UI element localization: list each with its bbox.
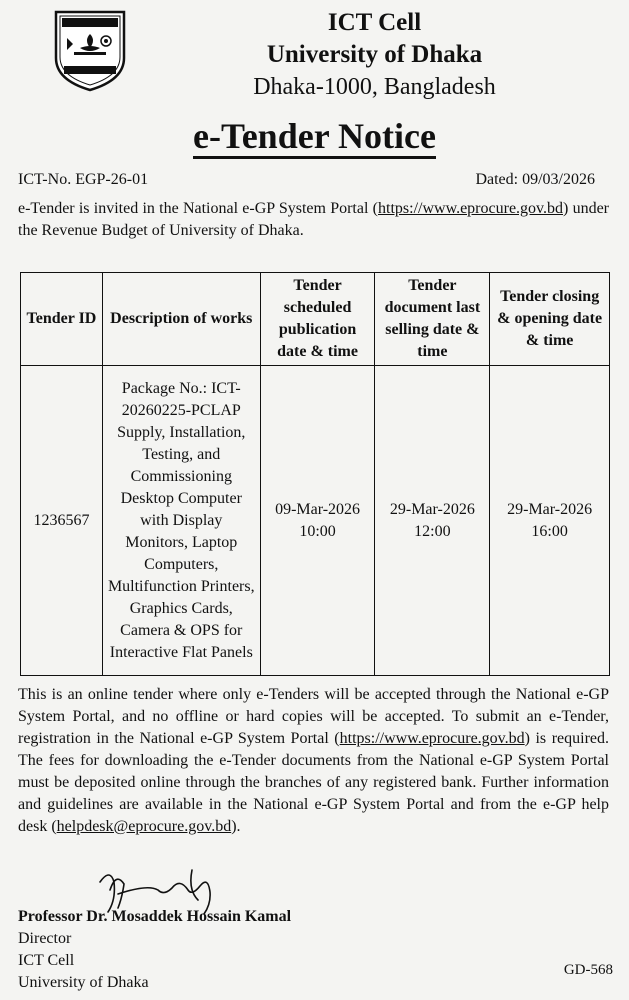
eprocure-link-2[interactable]: https://www.eprocure.gov.bd <box>339 730 525 747</box>
intro-paragraph: e-Tender is invited in the National e-GP System Portal (https://www.eprocure.gov.bd) under the Revenue Budget of University of Dhaka. <box>18 200 610 239</box>
closing-cell <box>490 366 610 676</box>
eprocure-link[interactable]: https://www.eprocure.gov.bd <box>378 200 563 217</box>
publication-cell <box>260 366 375 676</box>
header-selling: Tender document last selling date & time <box>375 273 490 366</box>
reference-number: ICT-No. EGP-26-01 <box>18 171 149 188</box>
instructions-paragraph: This is an online tender where only e-Tenders will be accepted through the National e-GP System Portal, and no offline or hard copies will be accepted. To submit an e-Tender, registration in the National e-GP System Portal (https://www.eprocure.gov.bd) is required. The fees for downloading the e-Tender documents from the National e-GP System Portal must be deposited online through the branches of any registered bank. Further information and guidelines are available in the National e-GP System Portal and from the e-GP help desk (helpdesk@eprocure.gov.bd). <box>18 686 609 835</box>
selling-time: 12:00 <box>414 522 451 540</box>
table-header-row <box>21 273 610 366</box>
notice-title: e-Tender Notice <box>0 114 629 158</box>
university-address: Dhaka-1000, Bangladesh <box>253 74 496 100</box>
university-name: University of Dhaka <box>266 41 483 68</box>
publication-date: 09-Mar-2026 <box>275 500 361 518</box>
helpdesk-email-link[interactable]: helpdesk@eprocure.gov.bd <box>56 818 232 835</box>
signature-block <box>18 906 291 994</box>
header-tender-id: Tender ID <box>21 273 103 366</box>
signatory-institution: University of Dhaka <box>18 974 149 991</box>
description-cell: Package No.: ICT-20260225-PCLAP Supply, Installation, Testing, and Commissioning Desktop Computer with Display Monitors, Laptop Computers, Multifunction Printers, Graphics Cards, Camera & OPS for Interactive Flat Panels <box>102 366 260 676</box>
publication-time: 10:00 <box>299 522 336 540</box>
header-publication: Tender scheduled publication date & time <box>260 273 375 366</box>
signatory-office: ICT Cell <box>18 952 75 969</box>
gd-code: GD-568 <box>563 962 613 978</box>
university-of-dhaka-seal-icon <box>50 8 130 92</box>
notice-date: Dated: 09/03/2026 <box>475 171 595 188</box>
office-name: ICT Cell <box>327 9 422 36</box>
closing-date: 29-Mar-2026 <box>507 500 593 518</box>
reference-line <box>18 170 595 190</box>
signatory-designation: Director <box>18 930 72 947</box>
header-description: Description of works <box>102 273 260 366</box>
signatory-name: Professor Dr. Mosaddek Hossain Kamal <box>18 908 292 925</box>
selling-date: 29-Mar-2026 <box>389 500 475 518</box>
tender-table <box>20 272 610 676</box>
closing-time: 16:00 <box>531 522 568 540</box>
selling-cell <box>375 366 490 676</box>
tender-id-cell: 1236567 <box>21 366 103 676</box>
table-row <box>21 366 610 676</box>
header-closing: Tender closing & opening date & time <box>490 273 610 366</box>
